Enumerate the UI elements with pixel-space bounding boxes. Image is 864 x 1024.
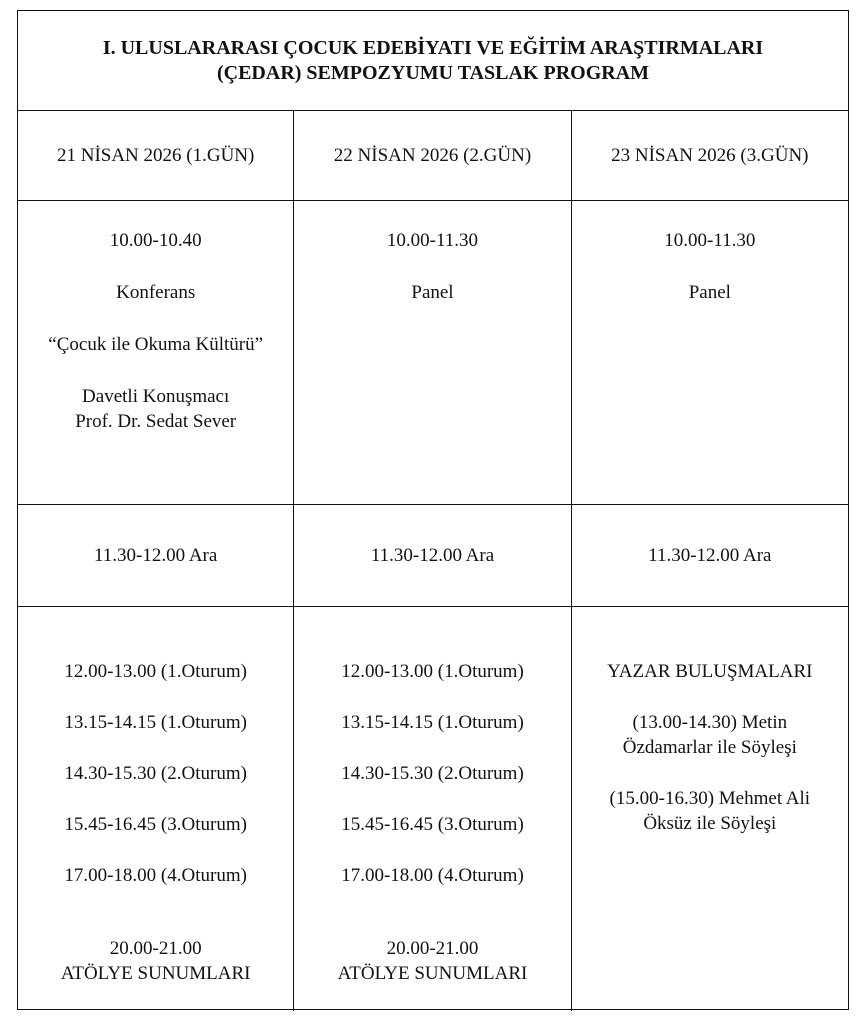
workshop-time: 20.00-21.00 (386, 938, 479, 959)
morning-time: 10.00-11.30 (664, 230, 756, 251)
program-title (18, 11, 848, 111)
author-meetings-heading: YAZAR BULUŞMALARI (607, 661, 813, 682)
session-item: 15.45-16.45 (3.Oturum) (341, 814, 524, 835)
session-item: 14.30-15.30 (2.Oturum) (64, 763, 247, 784)
session-item: 17.00-18.00 (4.Oturum) (341, 865, 524, 886)
morning-row (18, 201, 848, 505)
day-header-1: 21 NİSAN 2026 (1.GÜN) (18, 111, 294, 200)
break-cell-day-2: 11.30-12.00 Ara (294, 505, 571, 606)
author-event-line-2: Özdamarlar ile Söyleşi (622, 737, 797, 758)
conference-topic: “Çocuk ile Okuma Kültürü” (48, 334, 264, 355)
morning-cell-day-1 (18, 201, 294, 504)
afternoon-row (18, 607, 848, 1011)
workshop-block (294, 936, 570, 986)
session-item: 13.15-14.15 (1.Oturum) (64, 712, 247, 733)
program-table (17, 10, 849, 1010)
break-row (18, 505, 848, 607)
author-event-line-2: Öksüz ile Söyleşi (643, 813, 777, 834)
morning-cell-day-3 (572, 201, 848, 504)
morning-type: Panel (411, 282, 454, 303)
workshop-label: ATÖLYE SUNUMLARI (337, 963, 528, 984)
session-item: 12.00-13.00 (1.Oturum) (341, 661, 524, 682)
afternoon-cell-day-3 (572, 607, 848, 1011)
day-header-2: 22 NİSAN 2026 (2.GÜN) (294, 111, 571, 200)
author-event-line-1: (13.00-14.30) Metin (632, 712, 788, 733)
afternoon-cell-day-1 (18, 607, 294, 1011)
session-item: 13.15-14.15 (1.Oturum) (341, 712, 524, 733)
morning-time: 10.00-10.40 (109, 230, 202, 251)
session-item: 15.45-16.45 (3.Oturum) (64, 814, 247, 835)
workshop-block (18, 936, 293, 986)
morning-type: Konferans (116, 282, 196, 303)
author-event (572, 710, 848, 760)
workshop-time: 20.00-21.00 (109, 938, 202, 959)
morning-type: Panel (688, 282, 731, 303)
title-line-1: I. ULUSLARARASI ÇOCUK EDEBİYATI VE EĞİTİM ARAŞTIRMALARI (102, 36, 764, 59)
session-item: 17.00-18.00 (4.Oturum) (64, 865, 247, 886)
afternoon-cell-day-2 (294, 607, 571, 1011)
morning-cell-day-2 (294, 201, 571, 504)
speaker-name: Prof. Dr. Sedat Sever (75, 411, 237, 432)
day-header-row (18, 111, 848, 201)
session-item: 14.30-15.30 (2.Oturum) (341, 763, 524, 784)
break-cell-day-3: 11.30-12.00 Ara (648, 545, 772, 566)
title-line-2: (ÇEDAR) SEMPOZYUMU TASLAK PROGRAM (216, 61, 650, 84)
morning-time: 10.00-11.30 (386, 230, 479, 251)
break-cell-day-1: 11.30-12.00 Ara (18, 505, 294, 606)
author-event (572, 786, 848, 836)
author-event-line-1: (15.00-16.30) Mehmet Ali (609, 788, 811, 809)
session-item: 12.00-13.00 (1.Oturum) (64, 661, 247, 682)
speaker-role: Davetli Konuşmacı (82, 386, 230, 407)
day-header-3: 23 NİSAN 2026 (3.GÜN) (611, 145, 809, 166)
workshop-label: ATÖLYE SUNUMLARI (60, 963, 251, 984)
